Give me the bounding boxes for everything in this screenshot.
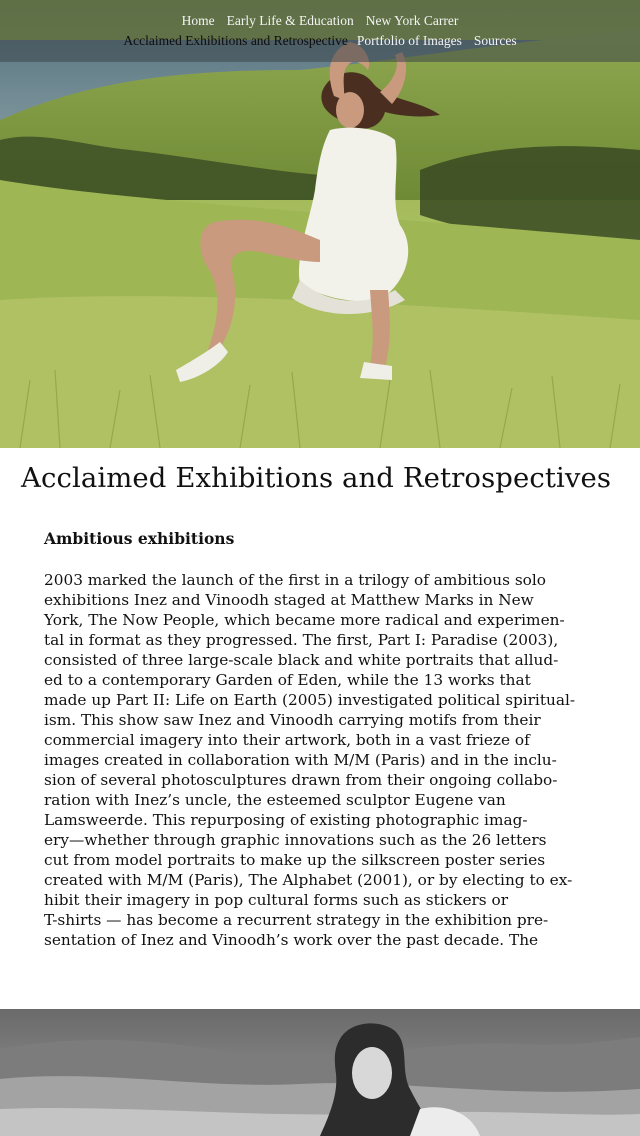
body-line: ery—whether through graphic innovations such as the 26 letters: [44, 831, 547, 849]
body-line: 2003 marked the launch of the first in a trilogy of ambitious solo: [44, 571, 546, 589]
nav-link-early-life[interactable]: Early Life & Education: [226, 13, 354, 28]
nav-link-acclaimed-exhibitions[interactable]: Acclaimed Exhibitions and Retrospective: [123, 33, 348, 48]
hero-illustration: [0, 0, 640, 448]
body-line: consisted of three large-scale black and white portraits that allud-: [44, 651, 559, 669]
nav-link-new-york-career[interactable]: New York Carrer: [365, 13, 459, 28]
body-line: images created in collaboration with M/M (Paris) and in the inclu-: [44, 751, 557, 769]
body-line: York, The Now People, which became more radical and experimen-: [44, 611, 565, 629]
body-line: Lamsweerde. This repurposing of existing photographic imag-: [44, 811, 528, 829]
body-line: sion of several photosculptures drawn from their ongoing collabo-: [44, 771, 558, 789]
body-line: T-shirts — has become a recurrent strategy in the exhibition pre-: [44, 911, 549, 929]
body-line: ism. This show saw Inez and Vinoodh carrying motifs from their: [44, 711, 541, 729]
nav-link-home[interactable]: Home: [181, 13, 215, 28]
nav-row-primary: [0, 13, 640, 29]
body-line: hibit their imagery in pop cultural forms such as stickers or: [44, 891, 509, 909]
body-line: cut from model portraits to make up the silkscreen poster series: [44, 851, 546, 869]
bottom-image: [0, 1009, 640, 1136]
body-line: ed to a contemporary Garden of Eden, while the 13 works that: [44, 671, 531, 689]
hero-image: [0, 0, 640, 448]
nav-link-portfolio[interactable]: Portfolio of Images: [356, 33, 462, 48]
body-line: exhibitions Inez and Vinoodh staged at Matthew Marks in New: [44, 591, 534, 609]
body-line: created with M/M (Paris), The Alphabet (2001), or by electing to ex-: [44, 871, 573, 889]
nav-link-sources[interactable]: Sources: [473, 33, 517, 48]
section-body: [44, 570, 589, 950]
body-line: made up Part II: Life on Earth (2005) investigated political spiritual-: [44, 691, 576, 709]
nav-row-secondary: [0, 33, 640, 49]
page-title: Acclaimed Exhibitions and Retrospectives: [21, 462, 612, 494]
top-nav: [0, 0, 640, 62]
bottom-illustration: [0, 1009, 640, 1136]
body-line: sentation of Inez and Vinoodh’s work over the past decade. The: [44, 931, 539, 949]
section-heading: Ambitious exhibitions: [44, 529, 235, 548]
body-line: commercial imagery into their artwork, both in a vast frieze of: [44, 731, 530, 749]
body-line: ration with Inez’s uncle, the esteemed sculptor Eugene van: [44, 791, 506, 809]
body-line: tal in format as they progressed. The first, Part I: Paradise (2003),: [44, 631, 559, 649]
